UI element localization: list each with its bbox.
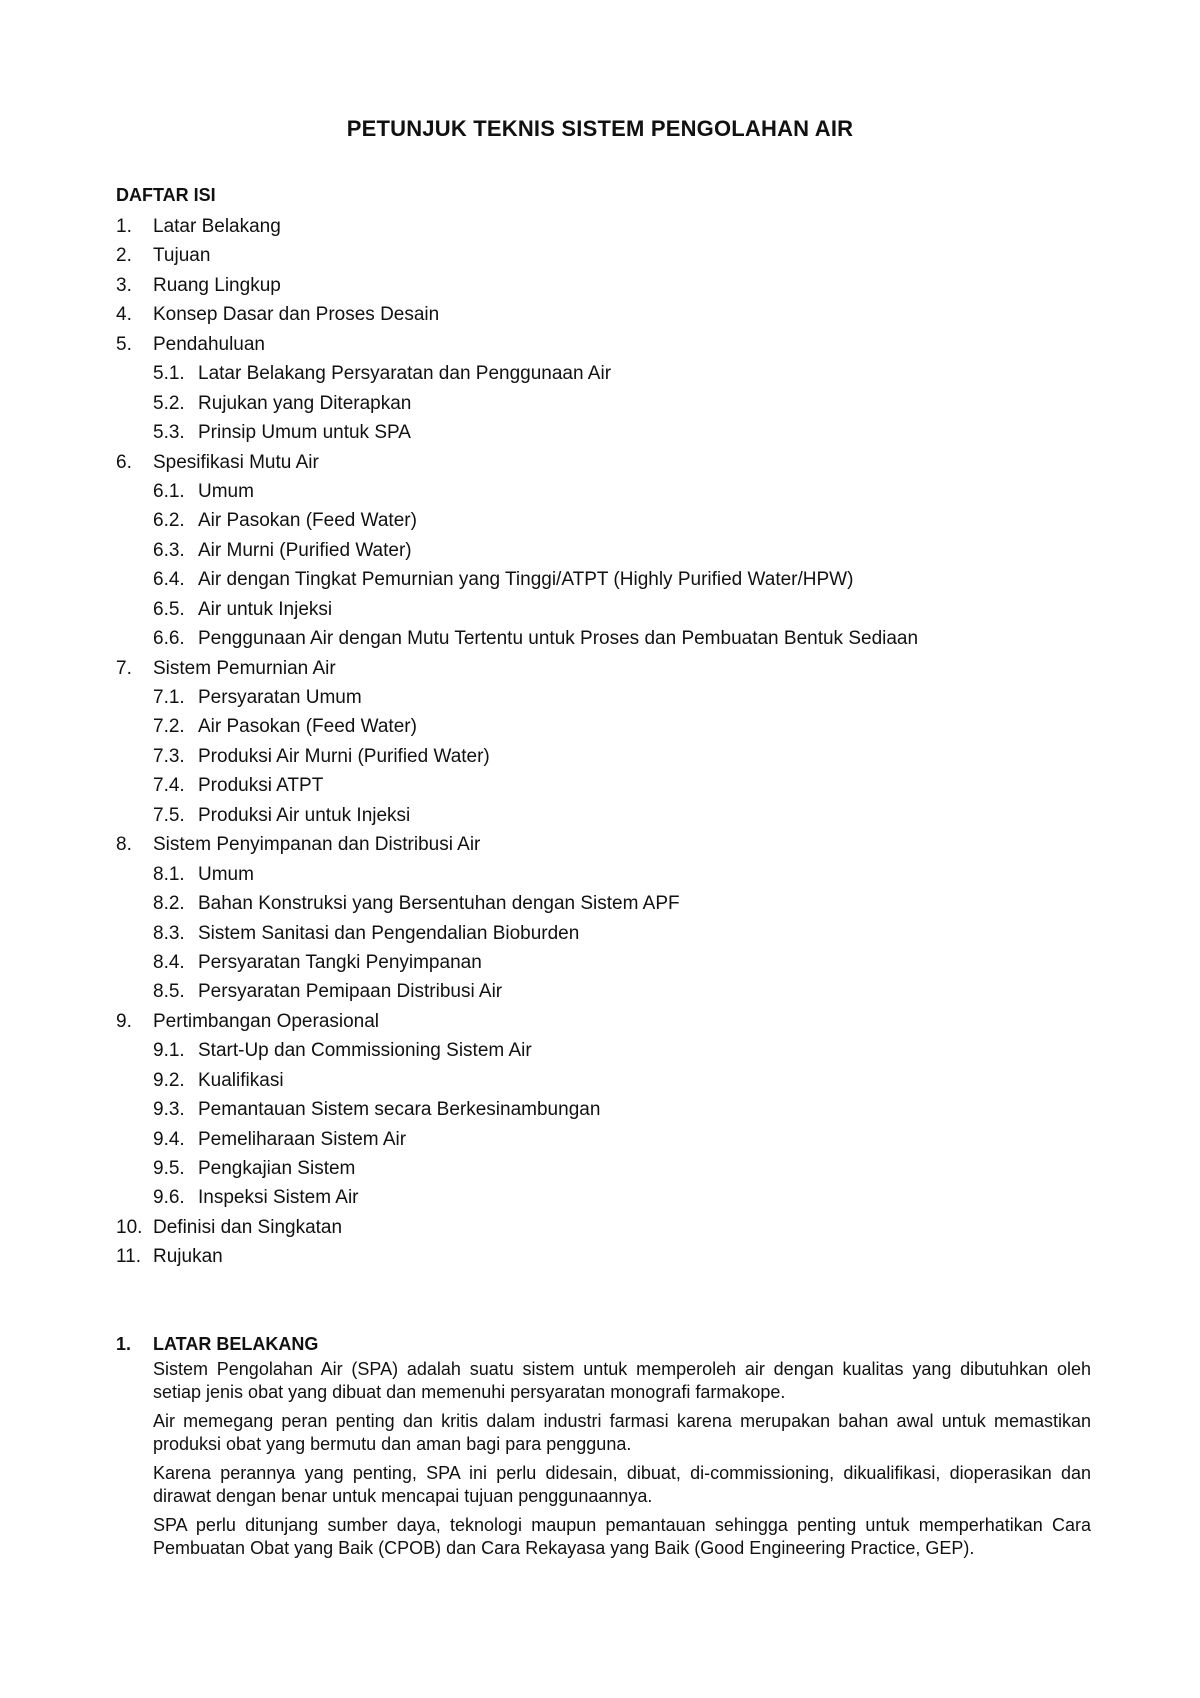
toc-item-number: 7.4. xyxy=(153,775,185,797)
toc-item-number: 9. xyxy=(116,1010,132,1032)
toc-item-text: Spesifikasi Mutu Air xyxy=(153,451,319,473)
toc-item-text: Start-Up dan Commissioning Sistem Air xyxy=(198,1040,532,1062)
toc-item-number: 7.3. xyxy=(153,745,185,767)
toc-item xyxy=(116,300,1116,329)
toc-item xyxy=(116,241,1116,270)
toc-item-number: 9.3. xyxy=(153,1099,185,1121)
toc-item xyxy=(116,1036,1116,1065)
section-title: LATAR BELAKANG xyxy=(153,1334,319,1354)
document-title: PETUNJUK TEKNIS SISTEM PENGOLAHAN AIR xyxy=(346,116,854,141)
toc-item-number: 5.3. xyxy=(153,422,185,444)
toc-item-number: 6.5. xyxy=(153,598,185,620)
toc-item-text: Persyaratan Umum xyxy=(198,687,362,708)
toc-item-text: Pemeliharaan Sistem Air xyxy=(198,1128,407,1150)
toc-item xyxy=(116,477,1116,506)
toc-item-text: Persyaratan Tangki Penyimpanan xyxy=(198,951,482,973)
toc-item-text: Latar Belakang xyxy=(153,216,281,237)
toc-item xyxy=(116,771,1116,800)
toc-item xyxy=(116,1007,1116,1036)
section-body xyxy=(153,1358,1091,1560)
toc-heading: DAFTAR ISI xyxy=(116,185,216,205)
toc-item-number: 9.6. xyxy=(153,1187,185,1209)
toc-item-text: Air Murni (Purified Water) xyxy=(198,539,412,561)
toc-item-number: 9.4. xyxy=(153,1128,185,1150)
toc-item xyxy=(116,624,1116,653)
toc-item xyxy=(116,889,1116,918)
toc-item-text: Umum xyxy=(198,863,254,885)
toc-item-number: 8.2. xyxy=(153,893,185,915)
toc-item-number: 8.5. xyxy=(153,981,185,1003)
toc-item-text: Umum xyxy=(198,480,254,502)
toc-item-text: Prinsip Umum untuk SPA xyxy=(198,422,411,444)
toc-item-number: 5.2. xyxy=(153,392,185,414)
toc-item-number: 5. xyxy=(116,333,132,355)
toc-item-text: Pendahuluan xyxy=(153,333,265,355)
toc-item-text: Sistem Penyimpanan dan Distribusi Air xyxy=(153,834,481,856)
toc-item-text: Pemantauan Sistem secara Berkesinambungan xyxy=(198,1099,601,1121)
toc-item xyxy=(116,654,1116,683)
toc-item-number: 9.2. xyxy=(153,1069,185,1091)
toc-item xyxy=(116,271,1116,300)
toc-item xyxy=(116,977,1116,1006)
toc-item xyxy=(116,801,1116,830)
toc-item xyxy=(116,565,1116,594)
toc-item xyxy=(116,742,1116,771)
toc-item-number: 7.1. xyxy=(153,687,185,708)
toc-item-text: Tujuan xyxy=(153,245,211,267)
toc-item-text: Produksi Air untuk Injeksi xyxy=(198,804,411,826)
toc-item xyxy=(116,418,1116,447)
section-paragraph: SPA perlu ditunjang sumber daya, teknologi maupun pemantauan sehingga penting untuk memperhatikan Cara Pembuatan Obat yang Baik (CPOB) dan Cara Rekayasa yang Baik (Good Engineering Practice, GEP). xyxy=(153,1515,1091,1558)
toc-item xyxy=(116,330,1116,359)
toc-item xyxy=(116,1183,1116,1212)
toc-item-text: Air Pasokan (Feed Water) xyxy=(198,716,417,738)
toc-item-number: 1. xyxy=(116,216,132,237)
toc-item-text: Air Pasokan (Feed Water) xyxy=(198,510,417,532)
toc-item-number: 8.1. xyxy=(153,863,185,885)
toc-item xyxy=(116,1154,1116,1183)
table-of-contents xyxy=(116,212,1116,1272)
toc-item-number: 5.1. xyxy=(153,363,185,385)
toc-item-text: Sistem Sanitasi dan Pengendalian Bioburden xyxy=(198,922,580,944)
toc-item-number: 10. xyxy=(116,1216,143,1238)
toc-item xyxy=(116,1066,1116,1095)
toc-item xyxy=(116,948,1116,977)
toc-item xyxy=(116,683,1116,712)
toc-item-number: 7. xyxy=(116,657,132,679)
toc-item-text: Bahan Konstruksi yang Bersentuhan dengan Sistem APF xyxy=(198,893,680,915)
toc-item-text: Air untuk Injeksi xyxy=(198,598,333,620)
toc-item-number: 6. xyxy=(116,451,132,473)
toc-item xyxy=(116,1125,1116,1154)
toc-item-text: Produksi ATPT xyxy=(198,775,324,797)
toc-item xyxy=(116,860,1116,889)
toc-item-number: 6.1. xyxy=(153,480,185,502)
toc-item-number: 7.2. xyxy=(153,716,185,738)
toc-item xyxy=(116,595,1116,624)
toc-item-text: Pertimbangan Operasional xyxy=(153,1010,380,1032)
toc-item-text: Rujukan yang Diterapkan xyxy=(198,392,412,414)
toc-item xyxy=(116,1213,1116,1242)
toc-item-number: 8.3. xyxy=(153,922,185,944)
toc-item xyxy=(116,1242,1116,1271)
toc-item-text: Ruang Lingkup xyxy=(153,274,281,296)
section-heading xyxy=(116,1331,1091,1358)
toc-item-text: Kualifikasi xyxy=(198,1069,284,1091)
toc-item xyxy=(116,1095,1116,1124)
toc-item xyxy=(116,448,1116,477)
toc-item-text: Konsep Dasar dan Proses Desain xyxy=(153,304,440,326)
toc-item xyxy=(116,212,1116,241)
toc-item-text: Rujukan xyxy=(153,1246,223,1268)
section-paragraph: Karena perannya yang penting, SPA ini perlu didesain, dibuat, di-commissioning, dikualifikasi, dioperasikan dan dirawat dengan benar untuk mencapai tujuan penggunaannya. xyxy=(153,1463,1091,1506)
toc-item-text: Penggunaan Air dengan Mutu Tertentu untuk Proses dan Pembuatan Bentuk Sediaan xyxy=(198,628,919,650)
toc-item-number: 7.5. xyxy=(153,804,185,826)
toc-item-number: 6.6. xyxy=(153,628,185,650)
toc-item-number: 8. xyxy=(116,834,132,856)
toc-item-number: 8.4. xyxy=(153,951,185,973)
toc-item-number: 3. xyxy=(116,274,132,296)
toc-item-number: 6.4. xyxy=(153,569,185,591)
toc-item-text: Sistem Pemurnian Air xyxy=(153,657,336,679)
toc-item xyxy=(116,712,1116,741)
section-latar-belakang xyxy=(116,1331,1091,1566)
toc-item-text: Pengkajian Sistem xyxy=(198,1158,356,1179)
toc-item-number: 2. xyxy=(116,245,132,267)
toc-item xyxy=(116,536,1116,565)
toc-item xyxy=(116,830,1116,859)
toc-item-number: 9.1. xyxy=(153,1040,185,1062)
toc-item-text: Persyaratan Pemipaan Distribusi Air xyxy=(198,981,503,1003)
toc-item xyxy=(116,919,1116,948)
section-paragraph: Sistem Pengolahan Air (SPA) adalah suatu sistem untuk memperoleh air dengan kualitas yang dibutuhkan oleh setiap jenis obat yang dibuat dan memenuhi persyaratan monografi farmakope. xyxy=(153,1359,1091,1402)
toc-item-text: Air dengan Tingkat Pemurnian yang Tinggi/ATPT (Highly Purified Water/HPW) xyxy=(198,569,854,591)
toc-item-number: 6.3. xyxy=(153,539,185,561)
toc-item xyxy=(116,506,1116,535)
toc-item-text: Latar Belakang Persyaratan dan Penggunaan Air xyxy=(198,363,612,385)
toc-item-number: 4. xyxy=(116,304,132,326)
section-number: 1. xyxy=(116,1334,132,1354)
section-paragraph: Air memegang peran penting dan kritis dalam industri farmasi karena merupakan bahan awal untuk memastikan produksi obat yang bermutu dan aman bagi para pengguna. xyxy=(153,1411,1091,1454)
toc-item-text: Definisi dan Singkatan xyxy=(153,1216,343,1238)
toc-item-text: Inspeksi Sistem Air xyxy=(198,1187,359,1209)
toc-item xyxy=(116,389,1116,418)
toc-item xyxy=(116,359,1116,388)
toc-item-number: 11. xyxy=(116,1246,142,1268)
toc-item-text: Produksi Air Murni (Purified Water) xyxy=(198,745,490,767)
toc-item-number: 9.5. xyxy=(153,1158,185,1179)
toc-item-number: 6.2. xyxy=(153,510,185,532)
